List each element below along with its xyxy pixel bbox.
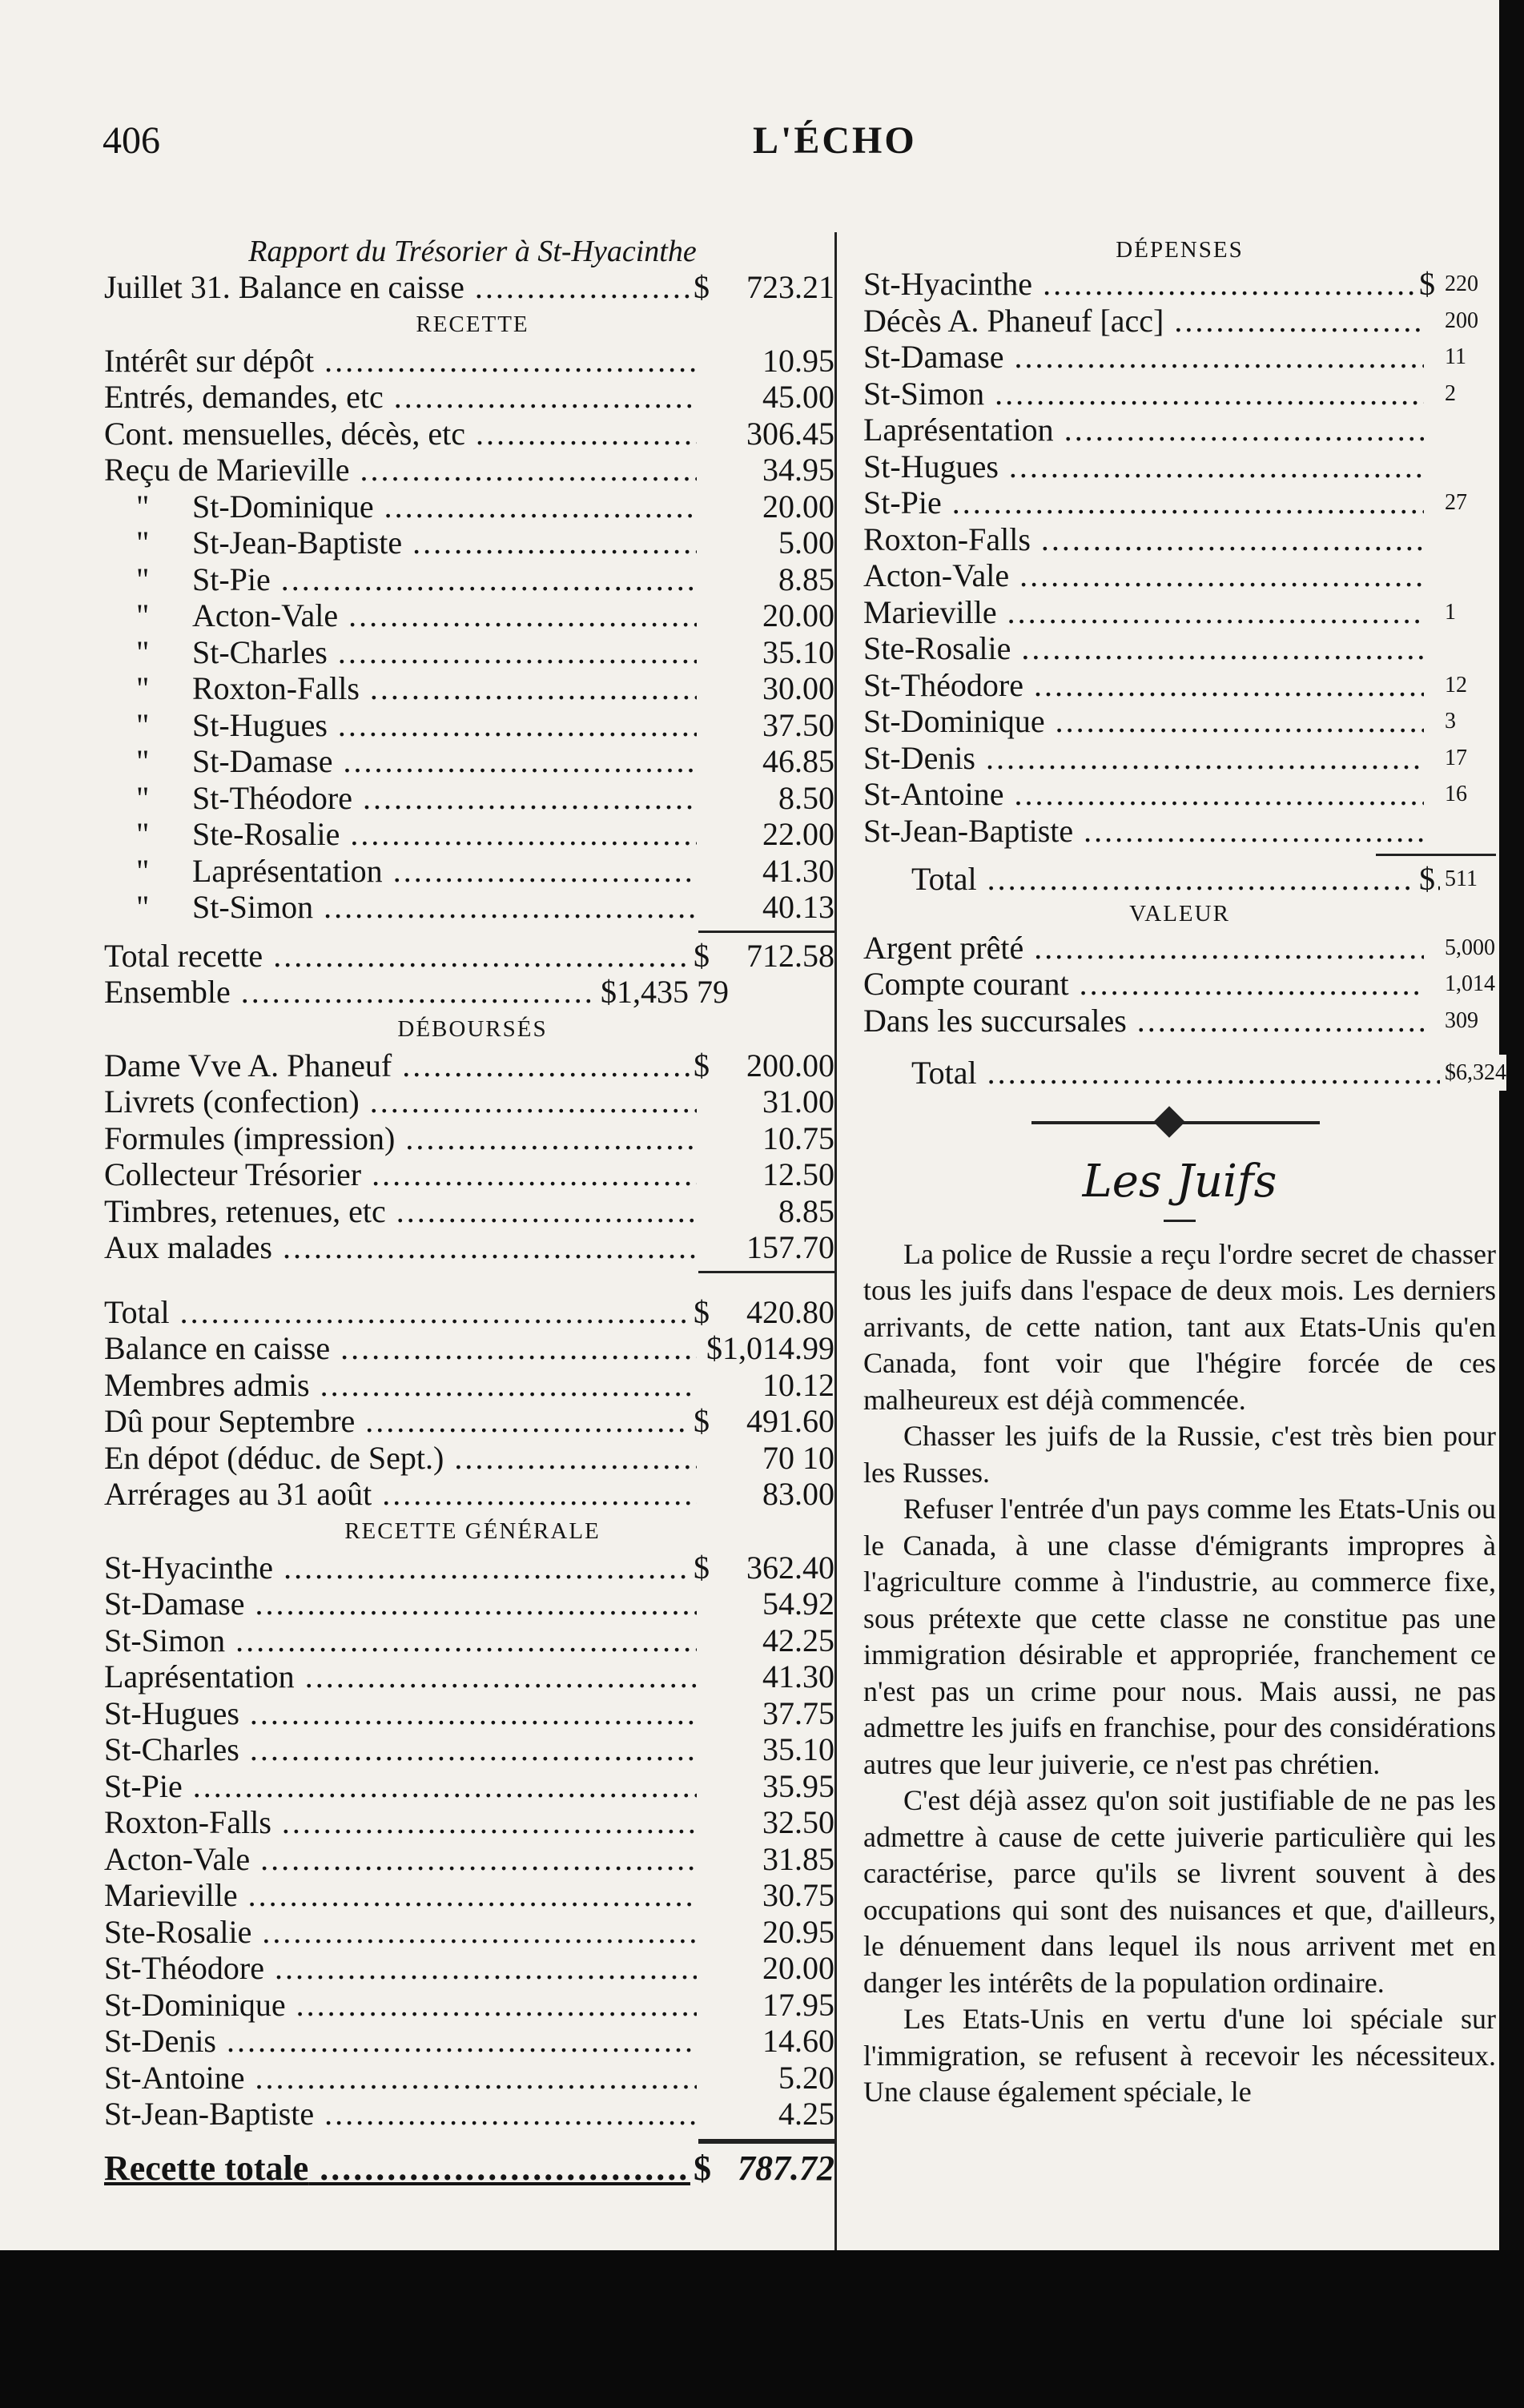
valeur-item-amount: 5,000 [1440, 930, 1495, 966]
depense-item-label: St-Jean-Baptiste ..... [863, 813, 1424, 849]
generale-item-row [104, 1586, 841, 1622]
generale-item-amount: 20.00 [756, 1950, 834, 1986]
generale-item-row [104, 1877, 841, 1914]
entry-name: Acton-Vale [192, 597, 339, 633]
recette-item-row [104, 707, 841, 744]
summary-list [104, 1294, 841, 1513]
dollar-sign: $ [690, 938, 713, 974]
recette-item-row [104, 452, 841, 488]
dollar-sign: $ [690, 1403, 713, 1439]
debourse-item-label: Aux malades ..... [104, 1229, 697, 1265]
article-body [863, 1236, 1496, 2111]
depense-item-label: Marieville ..... [863, 594, 1424, 630]
depense-item-row [863, 667, 1496, 704]
summary-item-amount: 10.12 [756, 1367, 834, 1403]
depense-item-row [863, 339, 1496, 376]
summary-item-label: Dû pour Septembre ..... [104, 1403, 697, 1439]
treasurer-report [104, 234, 841, 2186]
entry-name: Laprésentation [192, 852, 383, 889]
dollar-sign: $ [690, 1047, 713, 1083]
sum-rule [698, 1271, 834, 1273]
recette-item-label [104, 707, 697, 743]
recette-item-row [104, 780, 841, 817]
grand-total-label: Recette totale ..... [104, 2150, 697, 2186]
generale-item-row [104, 1731, 841, 1768]
summary-item-amount: 420.80 [740, 1294, 834, 1330]
recette-item-amount: 306.45 [740, 416, 834, 452]
debourse-item-row [104, 1120, 841, 1157]
recette-item-row [104, 343, 841, 380]
generale-item-label: St-Théodore ..... [104, 1950, 697, 1986]
valeur-item-row [863, 966, 1496, 1003]
recette-heading: RECETTE [416, 311, 529, 337]
depense-item-amount: 220 [1440, 266, 1478, 302]
generale-item-label: Marieville ..... [104, 1877, 697, 1913]
depense-item-amount: 27 [1440, 484, 1467, 521]
debourse-item-amount: 10.75 [756, 1120, 834, 1156]
entry-name: St-Damase [192, 743, 333, 779]
debourse-item-amount: 200.00 [740, 1047, 834, 1083]
debourse-item-amount: 12.50 [756, 1156, 834, 1192]
valeur-total-amount: $6,324 [1440, 1055, 1506, 1091]
depense-item-label: Roxton-Falls ..... [863, 521, 1424, 557]
depense-item-label: St-Théodore ..... [863, 667, 1424, 703]
ensemble-label: Ensemble ..... [104, 974, 697, 1010]
generale-item-amount: 4.25 [772, 2096, 834, 2132]
generale-item-row [104, 2060, 841, 2096]
depense-item-label: Décès A. Phaneuf [acc] ..... [863, 303, 1424, 339]
generale-item-row [104, 1658, 841, 1695]
recette-item-label [104, 743, 697, 779]
depense-item-amount: 12 [1440, 667, 1467, 703]
generale-item-label: Laprésentation ..... [104, 1658, 697, 1694]
recette-item-label: Cont. mensuelles, décès, etc ..... [104, 416, 697, 452]
recette-item-amount: 46.85 [756, 743, 834, 779]
recette-item-amount: 8.50 [772, 780, 834, 816]
recette-item-label [104, 561, 697, 597]
ditto-mark: " [136, 779, 150, 816]
generale-item-label: Acton-Vale ..... [104, 1841, 697, 1877]
recette-item-amount: 20.00 [756, 488, 834, 525]
valeur-item-amount: 309 [1440, 1003, 1478, 1039]
depense-item-label: St-Simon ..... [863, 376, 1424, 412]
depense-item-row [863, 740, 1496, 777]
total-recette-row [104, 938, 841, 975]
depense-item-label: St-Denis ..... [863, 740, 1424, 776]
recette-item-amount: 41.30 [756, 853, 834, 889]
generale-item-amount: 5.20 [772, 2060, 834, 2096]
recette-item-amount: 45.00 [756, 379, 834, 415]
right-column [863, 234, 1506, 2111]
generale-item-amount: 37.75 [756, 1695, 834, 1731]
dollar-sign: $ [690, 2150, 714, 2186]
depense-item-amount: 17 [1440, 740, 1467, 776]
article-paragraph: La police de Russie a reçu l'ordre secret de chasser tous les juifs dans l'espace de deux mois. Les derniers arrivants, de cette nation, tant aux Etats-Unis qu'en Canada, font voir que l'hégire forcée de ces malheureux est déjà commencée. [863, 1237, 1496, 1416]
sum-rule [698, 2139, 834, 2144]
depense-item-amount: 200 [1440, 303, 1478, 339]
summary-item-amount: 491.60 [740, 1403, 834, 1439]
generale-item-label: St-Hyacinthe ..... [104, 1550, 697, 1586]
recette-item-row [104, 670, 841, 707]
entry-name: St-Hugues [192, 706, 328, 743]
generale-item-amount: 14.60 [756, 2023, 834, 2059]
depense-item-amount: 3 [1440, 703, 1456, 739]
depense-item-row [863, 412, 1496, 448]
summary-item-label: Total ..... [104, 1294, 697, 1330]
recette-item-amount: 5.00 [772, 525, 834, 561]
debourse-item-amount: 157.70 [740, 1229, 834, 1265]
depense-item-row [863, 448, 1496, 485]
debourse-item-label: Collecteur Trésorier ..... [104, 1156, 697, 1192]
recette-item-row [104, 889, 841, 926]
debourse-item-row [104, 1229, 841, 1266]
entry-name: Roxton-Falls [192, 670, 360, 706]
dollar-sign: $ [1416, 861, 1438, 897]
depense-item-row [863, 630, 1496, 667]
recette-item-row [104, 634, 841, 671]
recette-item-label: Reçu de Marieville ..... [104, 452, 697, 488]
recette-item-row [104, 743, 841, 780]
dollar-sign: $ [690, 1550, 713, 1586]
depenses-total-row [863, 861, 1496, 898]
debourse-item-row [104, 1193, 841, 1230]
generale-item-label: Ste-Rosalie ..... [104, 1914, 697, 1950]
debourse-item-amount: 31.00 [756, 1083, 834, 1120]
generale-item-row [104, 1804, 841, 1841]
generale-item-row [104, 1841, 841, 1878]
generale-item-row [104, 1914, 841, 1951]
depense-item-label: St-Hugues ..... [863, 448, 1424, 484]
depense-item-row [863, 484, 1496, 521]
summary-item-label: En dépot (déduc. de Sept.) ..... [104, 1440, 697, 1476]
generale-item-label: St-Simon ..... [104, 1622, 697, 1658]
summary-item-amount: 70 10 [756, 1440, 834, 1476]
generale-item-row [104, 1987, 841, 2024]
entry-name: St-Dominique [192, 488, 374, 525]
generale-list [104, 1550, 841, 2133]
depenses-total-label: Total ..... [863, 861, 1472, 897]
generale-item-label: St-Hugues ..... [104, 1695, 697, 1731]
depense-item-amount: 11 [1440, 339, 1466, 375]
grand-total-amount: 787.72 [731, 2150, 834, 2186]
ditto-mark: " [136, 525, 150, 561]
scan-right-edge [1499, 0, 1524, 2266]
generale-item-label: St-Dominique ..... [104, 1987, 697, 2023]
recette-item-amount: 34.95 [756, 452, 834, 488]
generale-item-amount: 20.95 [756, 1914, 834, 1950]
debourse-item-label: Timbres, retenues, etc ..... [104, 1193, 697, 1229]
recette-item-amount: 10.95 [756, 343, 834, 379]
generale-item-amount: 54.92 [756, 1586, 834, 1622]
ditto-mark: " [136, 488, 150, 525]
valeur-item-row [863, 1003, 1496, 1039]
depense-item-label: St-Hyacinthe ..... [863, 266, 1424, 302]
generale-item-row [104, 1768, 841, 1805]
entry-name: St-Théodore [192, 779, 352, 816]
ditto-mark: " [136, 633, 150, 670]
valeur-total-label: Total ..... [863, 1055, 1472, 1091]
title-rule [1164, 1220, 1196, 1222]
depense-item-amount: 1 [1440, 594, 1456, 630]
recette-item-label [104, 597, 697, 633]
recette-list [104, 343, 841, 926]
depense-item-label: St-Damase ..... [863, 339, 1424, 375]
depense-item-label: St-Pie ..... [863, 484, 1424, 521]
recette-item-row [104, 561, 841, 598]
generale-item-label: St-Denis ..... [104, 2023, 697, 2059]
summary-item-label: Arrérages au 31 août ..... [104, 1476, 697, 1512]
debourse-item-row [104, 1083, 841, 1120]
depense-item-amount: 16 [1440, 776, 1467, 812]
depense-item-row [863, 594, 1496, 631]
depenses-list [863, 266, 1496, 849]
summary-item-label: Balance en caisse ..... [104, 1330, 697, 1366]
debourses-heading: DÉBOURSÉS [397, 1015, 548, 1042]
generale-item-row [104, 1622, 841, 1659]
summary-item-amount: $1,014.99 [700, 1330, 834, 1366]
recette-item-row [104, 853, 841, 890]
depenses-total-amount: 511 [1440, 861, 1478, 897]
generale-item-label: St-Jean-Baptiste ..... [104, 2096, 697, 2132]
recette-item-row [104, 488, 841, 525]
debourse-item-label: Livrets (confection) ..... [104, 1083, 697, 1120]
entry-name: Ste-Rosalie [192, 816, 340, 852]
debourse-item-row [104, 1047, 841, 1084]
ensemble-row [104, 974, 841, 1011]
article-paragraph: Les Etats-Unis en vertu d'une loi spéciale sur l'immigration, se refusent à recevoir les nécessiteux. Une clause également spéciale, le [863, 2003, 1496, 2108]
recette-item-label: Entrés, demandes, etc ..... [104, 379, 697, 415]
dollar-sign: $ [690, 1294, 713, 1330]
valeur-item-label: Dans les succursales ..... [863, 1003, 1424, 1039]
depense-item-row [863, 703, 1496, 740]
generale-item-label: St-Pie ..... [104, 1768, 697, 1804]
valeur-total-row [863, 1055, 1506, 1091]
recette-item-amount: 20.00 [756, 597, 834, 633]
ditto-mark: " [136, 597, 150, 633]
recette-item-row [104, 525, 841, 561]
depense-item-row [863, 266, 1496, 303]
running-title: L'ÉCHO [753, 119, 917, 162]
ornament-divider [863, 1103, 1496, 1143]
depense-item-row [863, 303, 1496, 340]
recette-item-amount: 22.00 [756, 816, 834, 852]
total-recette-amount: 712.58 [740, 938, 834, 974]
generale-item-label: St-Damase ..... [104, 1586, 697, 1622]
article-paragraph: Refuser l'entrée d'un pays comme les Etats-Unis ou le Canada, à une classe d'émigrants impropres à l'agriculture comme à l'industrie, au commerce fixe, sous prétexte que cette classe ne constitue pas une immigration désirable et appropriée, franchement ce n'est pas un crime pour nous. Mais aussi, ne pas admettre les juifs en franchise, pour des considérations autres que leur juiverie, ce n'est pas chrétien. [863, 1493, 1496, 1780]
ditto-mark: " [136, 889, 150, 925]
debourses-list [104, 1047, 841, 1266]
depense-item-label: Laprésentation ..... [863, 412, 1424, 448]
debourse-item-label: Formules (impression) ..... [104, 1120, 697, 1156]
generale-item-row [104, 2096, 841, 2133]
valeur-item-amount: 1,014 [1440, 966, 1495, 1002]
depense-item-row [863, 776, 1496, 813]
valeur-list [863, 930, 1496, 1039]
depense-item-row [863, 557, 1496, 594]
recette-item-label [104, 670, 697, 706]
generale-item-amount: 35.95 [756, 1768, 834, 1804]
ditto-mark: " [136, 706, 150, 743]
recette-item-amount: 37.50 [756, 707, 834, 743]
debourse-item-amount: 8.85 [772, 1193, 834, 1229]
generale-item-amount: 30.75 [756, 1877, 834, 1913]
ditto-mark: " [136, 670, 150, 706]
recette-item-amount: 35.10 [756, 634, 834, 670]
opening-balance-label: Juillet 31. Balance en caisse ..... [104, 269, 697, 305]
scan-bottom-strip [0, 2250, 1524, 2408]
dollar-sign: $ [690, 269, 713, 305]
generale-item-label: St-Antoine ..... [104, 2060, 697, 2096]
ditto-mark: " [136, 561, 150, 597]
recette-item-label [104, 853, 697, 889]
grand-total-row [104, 2150, 841, 2187]
recette-item-row [104, 816, 841, 853]
recette-item-amount: 30.00 [756, 670, 834, 706]
generale-heading: RECETTE GÉNÉRALE [344, 1518, 601, 1544]
ditto-mark: " [136, 816, 150, 852]
page-number: 406 [103, 119, 160, 162]
depense-item-row [863, 376, 1496, 412]
ditto-mark: " [136, 743, 150, 779]
article-title: Les Juifs [1082, 1155, 1277, 1208]
depense-item-label: Acton-Vale ..... [863, 557, 1424, 593]
generale-item-row [104, 1950, 841, 1987]
article-paragraph: Chasser les juifs de la Russie, c'est très bien pour les Russes. [863, 1420, 1496, 1489]
valeur-item-label: Compte courant ..... [863, 966, 1424, 1002]
recette-item-row [104, 379, 841, 416]
report-title: Rapport du Trésorier à St-Hyacinthe [248, 235, 697, 268]
summary-item-row [104, 1403, 841, 1440]
valeur-heading: VALEUR [1129, 900, 1230, 927]
generale-item-amount: 35.10 [756, 1731, 834, 1767]
generale-item-amount: 362.40 [740, 1550, 834, 1586]
entry-name: St-Pie [192, 561, 271, 597]
opening-balance-amount: 723.21 [740, 269, 834, 305]
summary-item-label: Membres admis ..... [104, 1367, 697, 1403]
recette-item-label [104, 525, 697, 561]
recette-item-label [104, 780, 697, 816]
generale-item-amount: 17.95 [756, 1987, 834, 2023]
summary-item-row [104, 1330, 841, 1367]
debourse-item-label: Dame Vve A. Phaneuf ..... [104, 1047, 697, 1083]
generale-item-label: Roxton-Falls ..... [104, 1804, 697, 1840]
valeur-item-row [863, 930, 1496, 967]
opening-balance-row [104, 269, 841, 306]
entry-name: St-Jean-Baptiste [192, 525, 403, 561]
summary-item-amount: 83.00 [756, 1476, 834, 1512]
article-paragraph: C'est déjà assez qu'on soit justifiable de ne pas les admettre à cause de cette juiverie particulière qui les caractérise, parce qu'ils se livrent souvent à des occupations qui sont des nuisances et que, d'ailleurs, le dénuement dans lequel ils nous arrivent met en danger les intérêts de la population ordinaire. [863, 1784, 1496, 1999]
recette-item-row [104, 416, 841, 452]
generale-item-row [104, 1550, 841, 1586]
depense-item-amount: 2 [1440, 376, 1456, 412]
recette-item-amount: 40.13 [756, 889, 834, 925]
generale-item-row [104, 1695, 841, 1732]
depense-item-label: St-Dominique ..... [863, 703, 1424, 739]
ditto-mark: " [136, 852, 150, 889]
debourse-item-row [104, 1156, 841, 1193]
summary-item-row [104, 1476, 841, 1513]
generale-item-label: St-Charles ..... [104, 1731, 697, 1767]
generale-item-row [104, 2023, 841, 2060]
recette-item-amount: 8.85 [772, 561, 834, 597]
generale-item-amount: 42.25 [756, 1622, 834, 1658]
summary-item-row [104, 1294, 841, 1331]
recette-item-row [104, 597, 841, 634]
valeur-item-label: Argent prêté ..... [863, 930, 1424, 966]
generale-item-amount: 31.85 [756, 1841, 834, 1877]
generale-item-amount: 32.50 [756, 1804, 834, 1840]
entry-name: St-Simon [192, 889, 314, 925]
sum-rule [698, 931, 834, 933]
depense-item-row [863, 521, 1496, 558]
sum-rule [1376, 854, 1496, 856]
total-recette-label: Total recette ..... [104, 938, 697, 974]
summary-item-row [104, 1440, 841, 1477]
summary-item-row [104, 1367, 841, 1404]
recette-item-label [104, 889, 697, 925]
recette-item-label [104, 634, 697, 670]
ensemble-amount: $1,435 79 [594, 974, 729, 1010]
depense-item-label: Ste-Rosalie ..... [863, 630, 1424, 666]
depense-item-label: St-Antoine ..... [863, 776, 1424, 812]
recette-item-label: Intérêt sur dépôt ..... [104, 343, 697, 379]
generale-item-amount: 41.30 [756, 1658, 834, 1694]
entry-name: St-Charles [192, 633, 328, 670]
depense-item-row [863, 813, 1496, 850]
recette-item-label [104, 816, 697, 852]
recette-item-label [104, 488, 697, 525]
depenses-heading: DÉPENSES [1116, 237, 1244, 263]
dollar-sign: $ [1416, 266, 1438, 302]
